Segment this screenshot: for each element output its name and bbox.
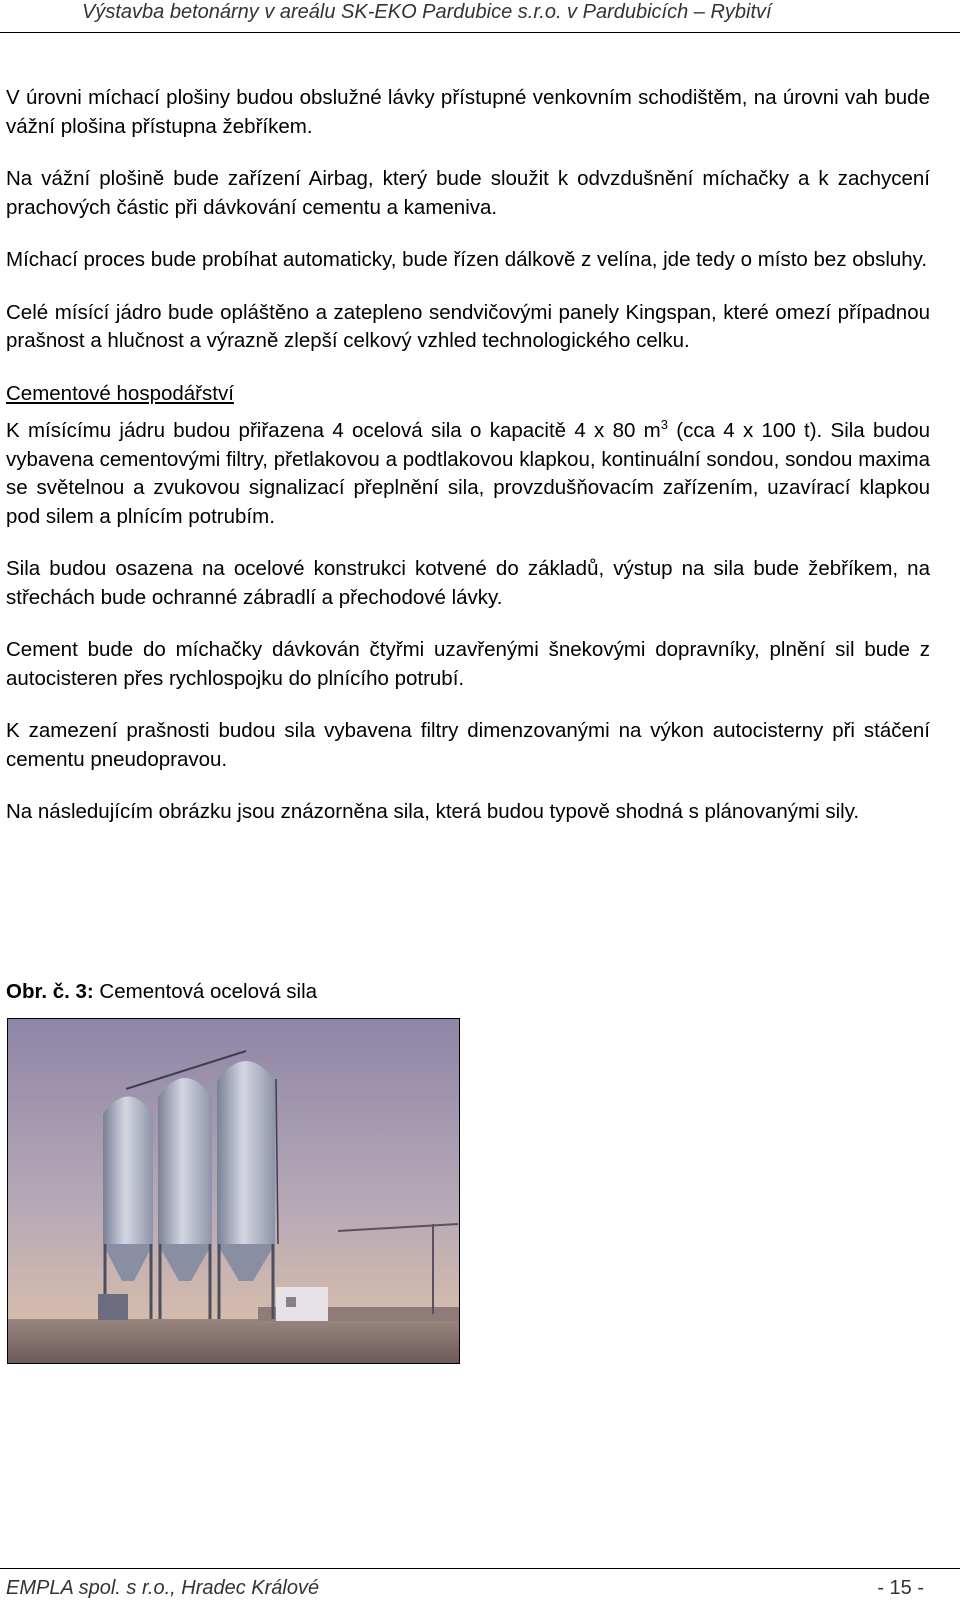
superscript: 3 (660, 417, 668, 433)
figure-caption (6, 980, 317, 1004)
paragraph: Sila budou osazena na ocelové konstrukci kotvené do základů, výstup na sila bude žebříkem, na střechách bude ochranné zábradlí a přechodové lávky. (6, 557, 930, 609)
paragraph: K zamezení prašnosti budou sila vybavena filtry dimenzovanými na výkon autocisterny při stáčení cementu pneudopravou. (6, 719, 930, 771)
page-footer (0, 1568, 960, 1618)
document-title: Výstavba betonárny v areálu SK-EKO Pardubice s.r.o. v Pardubicích – Rybitví (82, 1, 772, 23)
silo-photo (7, 1018, 460, 1364)
document-body (6, 84, 930, 851)
paragraph: V úrovni míchací plošiny budou obslužné lávky přístupné venkovním schodištěm, na úrovni vah bude vážní plošina přístupna žebříkem. (6, 86, 930, 138)
paragraph: Cement bude do míchačky dávkován čtyřmi uzavřenými šnekovými dopravníky, plnění sil bude z autocisteren přes rychlospojku do plnícího potrubí. (6, 638, 930, 690)
silo-photo-image (8, 1019, 459, 1363)
figure-number: Obr. č. 3: (6, 980, 94, 1003)
footer-company: EMPLA spol. s r.o., Hradec Králové (6, 1577, 320, 1599)
paragraph: Celé mísící jádro bude opláštěno a zatepleno sendvičovými panely Kingspan, které omezí případnou prašnost a hlučnost a výrazně zlepší celkový vzhled technologického celku. (6, 300, 930, 352)
paragraph (6, 417, 930, 531)
paragraph-text: (cca 4 x 100 t). Sila budou vybavena cementovými filtry, přetlakovou a podtlakovou klapkou, kontinuální sondou, sondou maxima se světelnou a zvukovou signalizací přeplnění sila, provzdušňovacím zařízením, uzavírací klapkou pod silem a plnícím potrubím. (6, 419, 930, 528)
paragraph: Na následujícím obrázku jsou znázorněna sila, která budou typově shodná s plánovanými sily. (6, 800, 860, 823)
page-header (0, 0, 960, 33)
paragraph: Na vážní plošině bude zařízení Airbag, který bude sloužit k odvzdušnění míchačky a k zachycení prachových částic při dávkování cementu a kameniva. (6, 167, 930, 219)
section-heading: Cementové hospodářství (6, 381, 234, 405)
figure-title: Cementová ocelová sila (93, 980, 318, 1003)
paragraph-text: K mísícímu jádru budou přiřazena 4 ocelová sila o kapacitě 4 x 80 m (6, 419, 661, 442)
page-number: - 15 - (877, 1577, 924, 1599)
paragraph: Míchací proces bude probíhat automaticky, bude řízen dálkově z velína, jde tedy o místo bez obsluhy. (6, 248, 928, 271)
